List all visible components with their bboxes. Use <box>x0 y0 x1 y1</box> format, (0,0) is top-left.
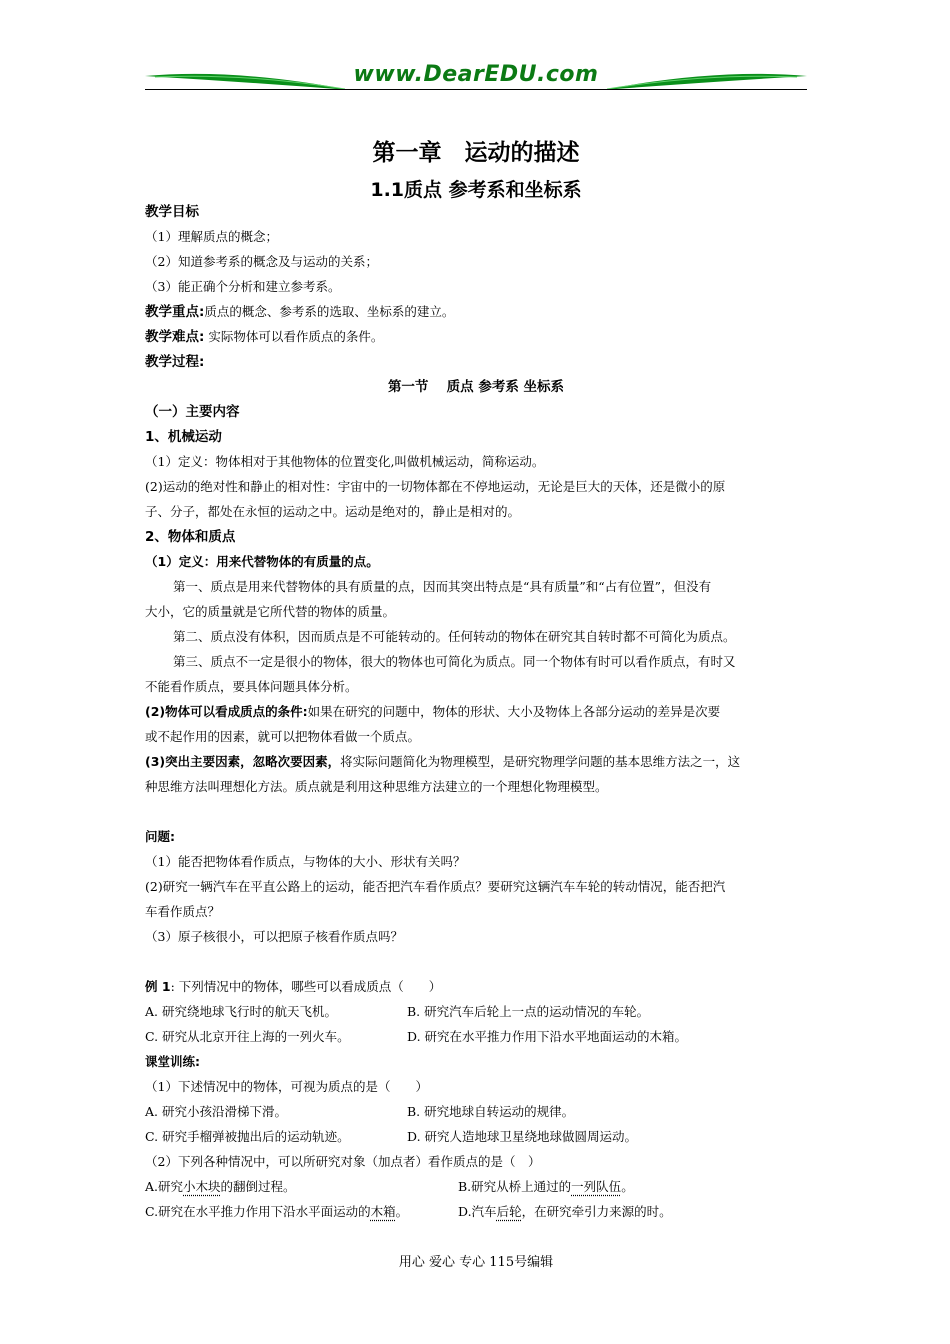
difficulty-point <box>145 329 807 345</box>
key-label: 教学重点: <box>145 304 205 320</box>
option-d: D. 研究人造地球卫星绕地球做圆周运动。 <box>407 1129 638 1144</box>
header-rule <box>145 89 807 90</box>
option-b: B. 研究地球自转运动的规律。 <box>407 1104 575 1119</box>
mech-paragraph: 子、分子，都处在永恒的运动之中。运动是绝对的，静止是相对的。 <box>145 504 521 519</box>
option-a: A. 研究绕地球飞行时的航天飞机。 <box>145 1004 337 1019</box>
difficulty-text: 实际物体可以看作质点的条件。 <box>204 329 384 344</box>
site-header <box>145 62 807 92</box>
mech-heading: 1、机械运动 <box>145 429 222 445</box>
particle-first: 第一、质点是用来代替物体的具有质量的点，因而其突出特点是“具有质量”和“占有位置”，但没有 <box>173 579 712 594</box>
question-item-cont: 车看作质点？ <box>145 904 221 919</box>
key-point <box>145 304 807 320</box>
goal-item: （3）能正确个分析和建立参考系。 <box>145 279 341 294</box>
option-d: D.汽车后轮，在研究牵引力来源的时。 <box>458 1204 672 1219</box>
option-a: A. 研究小孩沿滑梯下滑。 <box>145 1104 287 1119</box>
key-text: 质点的概念、参考系的选取、坐标系的建立。 <box>204 304 455 319</box>
site-logo-text: www.DearEDU.com <box>353 62 599 87</box>
questions-heading: 问题: <box>145 829 175 844</box>
main-content-heading: （一）主要内容 <box>145 404 240 420</box>
particle-third: 第三、质点不一定是很小的物体，很大的物体也可简化为质点。同一个物体有时可以看作质点，有时又 <box>173 654 736 669</box>
training-options-row <box>145 1179 807 1195</box>
chapter-title: 第一章 运动的描述 <box>372 140 580 166</box>
page-footer: 用心 爱心 专心 115号编辑 <box>398 1255 554 1270</box>
mech-paragraph: (2)运动的绝对性和静止的相对性：宇宙中的一切物体都在不停地运动，无论是巨大的天体，还是微小的原 <box>145 479 726 494</box>
example-question <box>145 979 807 995</box>
option-b: B.研究从桥上通过的一列队伍。 <box>458 1179 634 1194</box>
particle-third-cont: 不能看作质点，要具体问题具体分析。 <box>145 679 358 694</box>
process-label: 教学过程: <box>145 354 205 370</box>
emphasized-object: 小木块 <box>183 1179 221 1194</box>
emphasized-object: 后轮 <box>496 1204 522 1219</box>
main-factor-text: 将实际问题简化为物理模型，是研究物理学问题的基本思维方法之一，这 <box>340 754 741 769</box>
option-c: C. 研究从北京开往上海的一列火车。 <box>145 1029 350 1044</box>
example-options-row <box>145 1029 807 1045</box>
goal-item: （2）知道参考系的概念及与运动的关系； <box>145 254 378 269</box>
question-item: （3）原子核很小，可以把原子核看作质点吗？ <box>145 929 403 944</box>
example-text: : 下列情况中的物体，哪些可以看成质点（ ） <box>170 979 442 994</box>
emphasized-object: 一列队伍 <box>571 1179 622 1194</box>
emphasized-object: 木箱 <box>370 1204 396 1219</box>
particle-condition <box>145 704 807 720</box>
goals-heading: 教学目标 <box>145 204 199 220</box>
example-label: 例 1 <box>145 979 171 994</box>
training-question: （2）下列各种情况中，可以所研究对象（加点者）看作质点的是（ ） <box>145 1154 541 1169</box>
particle-condition-cont: 或不起作用的因素，就可以把物体看做一个质点。 <box>145 729 421 744</box>
main-factor-label: (3)突出主要因素，忽略次要因素， <box>145 754 341 769</box>
condition-label: (2)物体可以看成质点的条件: <box>145 704 308 719</box>
training-question: （1）下述情况中的物体，可视为质点的是（ ） <box>145 1079 428 1094</box>
question-item: (2)研究一辆汽车在平直公路上的运动，能否把汽车看作质点？要研究这辆汽车车轮的转动情况，能否把汽 <box>145 879 726 894</box>
option-a: A.研究小木块的翻倒过程。 <box>145 1179 296 1194</box>
mech-definition: （1）定义：物体相对于其他物体的位置变化,叫做机械运动，简称运动。 <box>145 454 545 469</box>
option-c: C. 研究手榴弹被抛出后的运动轨迹。 <box>145 1129 350 1144</box>
training-options-row <box>145 1129 807 1145</box>
particle-first-cont: 大小，它的质量就是它所代替的物体的质量。 <box>145 604 396 619</box>
particle-heading: 2、物体和质点 <box>145 529 236 545</box>
particle-definition: （1）定义：用来代替物体的有质量的点。 <box>145 554 379 569</box>
particle-main-factor-cont: 种思维方法叫理想化方法。质点就是利用这种思维方法建立的一个理想化物理模型。 <box>145 779 608 794</box>
difficulty-label: 教学难点: <box>145 329 205 345</box>
training-heading: 课堂训练: <box>145 1054 200 1069</box>
section-title: 1.1质点 参考系和坐标系 <box>370 179 582 201</box>
option-c: C.研究在水平推力作用下沿水平面运动的木箱。 <box>145 1204 409 1219</box>
question-item: （1）能否把物体看作质点，与物体的大小、形状有关吗？ <box>145 854 466 869</box>
option-d: D. 研究在水平推力作用下沿水平地面运动的木箱。 <box>407 1029 688 1044</box>
condition-text: 如果在研究的问题中，物体的形状、大小及物体上各部分运动的差异是次要 <box>307 704 721 719</box>
subsection-title: 第一节 质点 参考系 坐标系 <box>387 379 565 395</box>
training-options-row <box>145 1204 807 1220</box>
example-options-row <box>145 1004 807 1020</box>
particle-second: 第二、质点没有体积，因而质点是不可能转动的。任何转动的物体在研究其自转时都不可简化为质点。 <box>173 629 736 644</box>
particle-main-factor <box>145 754 807 770</box>
goal-item: （1）理解质点的概念； <box>145 229 278 244</box>
option-b: B. 研究汽车后轮上一点的运动情况的车轮。 <box>407 1004 650 1019</box>
training-options-row <box>145 1104 807 1120</box>
